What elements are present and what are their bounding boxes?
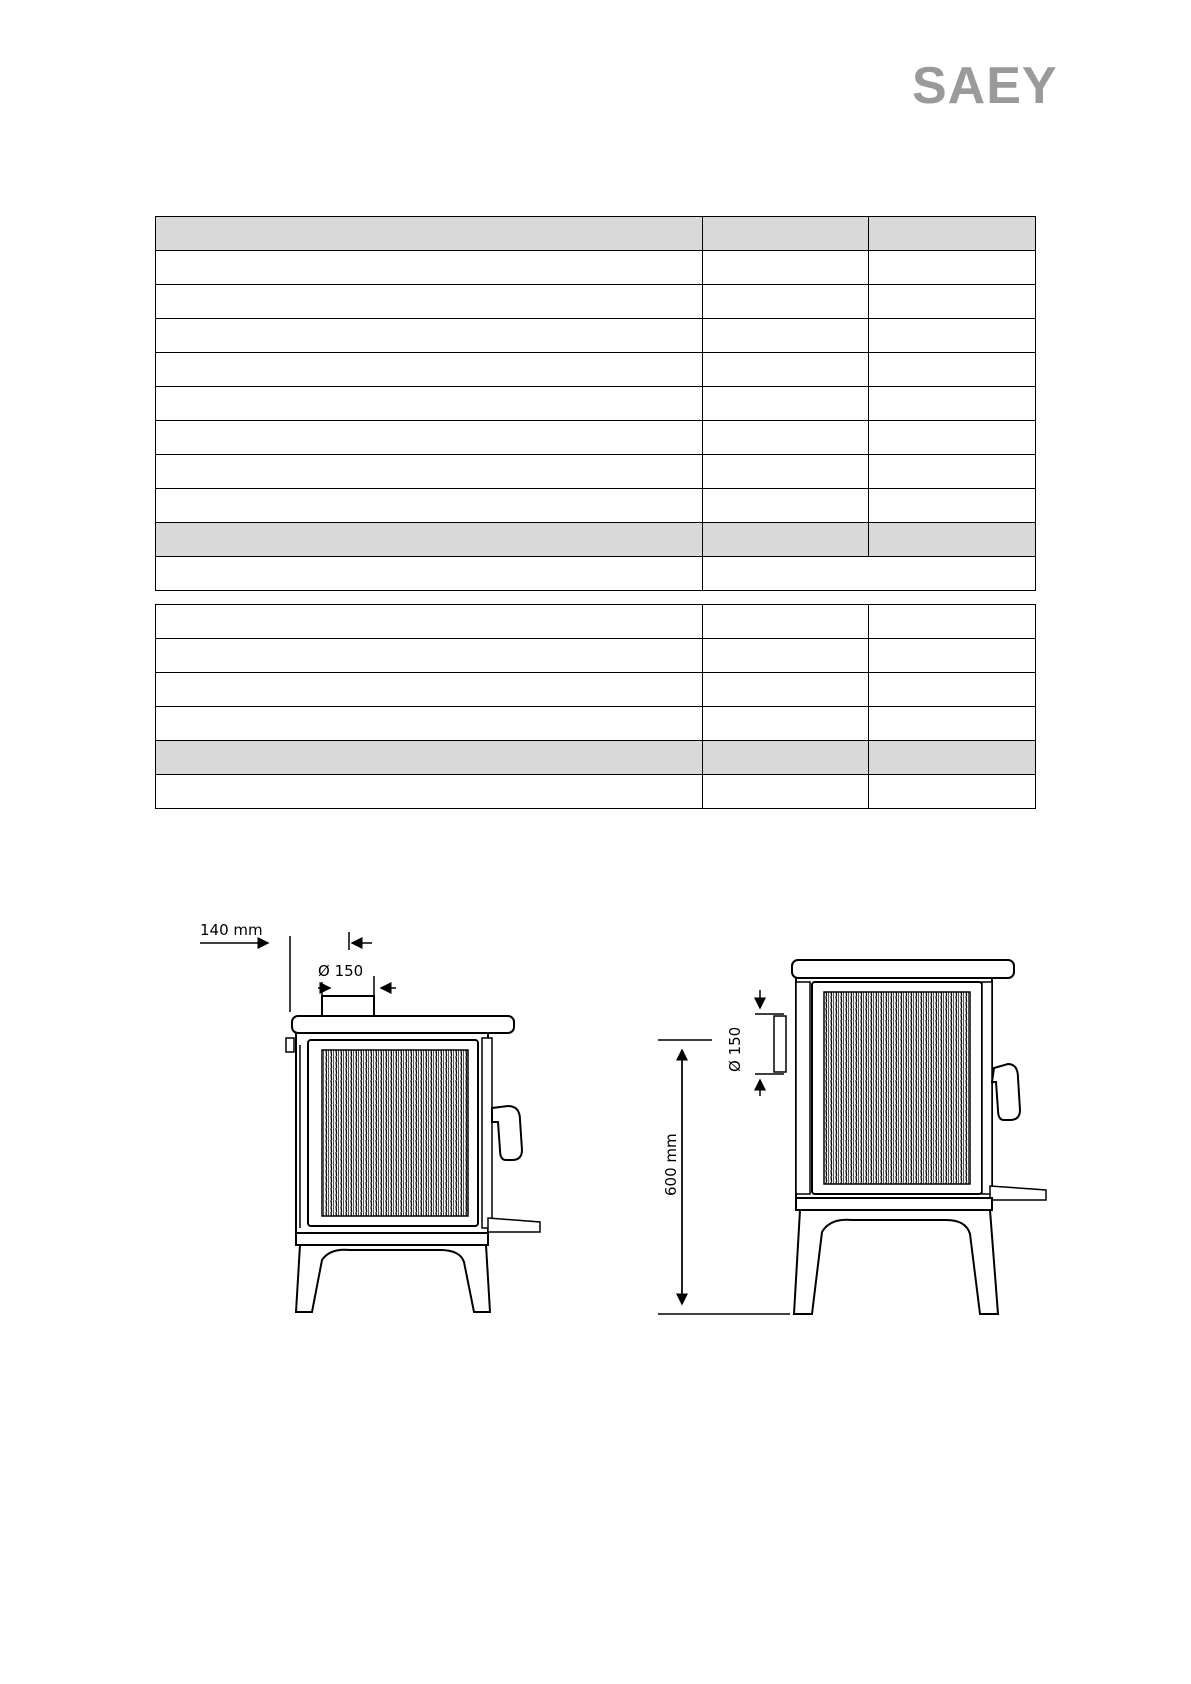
brand-logo: SAEY (912, 57, 1058, 115)
flue-diameter-label-front: Ø 150 (726, 1026, 744, 1072)
stove-side-view (200, 932, 540, 1312)
flue-diameter-label-side: Ø 150 (318, 962, 364, 980)
offset-dimension-label: 140 mm (200, 921, 263, 939)
height-dimension-label: 600 mm (662, 1133, 680, 1196)
stove-front-view (658, 960, 1046, 1314)
